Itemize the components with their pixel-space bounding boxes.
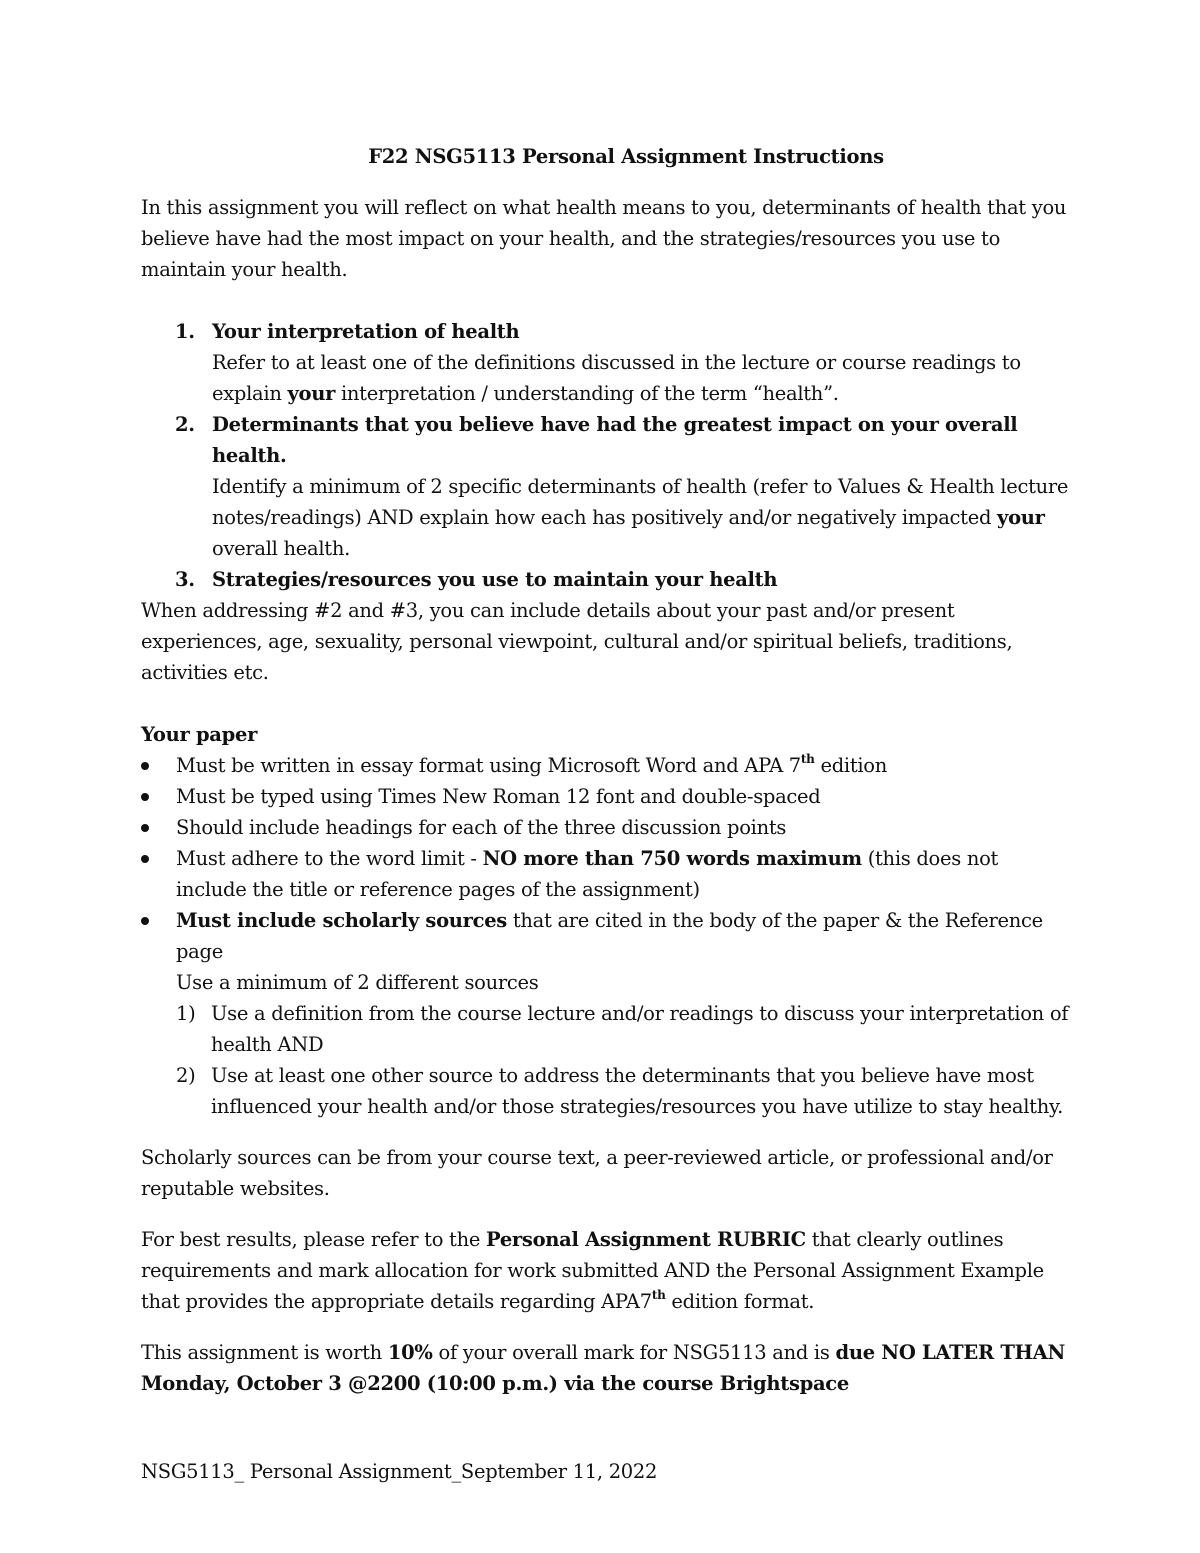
bullet-item (141, 750, 1071, 781)
item-number: 2. (175, 413, 195, 436)
bullet-text: Should include headings for each of the three discussion points (176, 816, 787, 839)
scholarly-paragraph: Scholarly sources can be from your course text, a peer-reviewed article, or professional and/or reputable websites. (141, 1146, 1053, 1200)
item-text-end: interpretation / understanding of the term “health”. (335, 382, 839, 405)
item-number: 1. (175, 320, 195, 343)
addressing-paragraph: When addressing #2 and #3, you can include details about your past and/or present experiences, age, sexuality, personal viewpoint, cultural and/or spiritual beliefs, traditions, activities etc. (141, 599, 1013, 684)
word-limit-emphasis: NO more than 750 words maximum (482, 847, 862, 870)
document-title: F22 NSG5113 Personal Assignment Instructions (368, 145, 884, 168)
best-results-text-mid: that clearly outlines requirements and mark allocation for work submitted AND the Personal Assignment Example that provides the appropriate details regarding APA7 (141, 1228, 1044, 1313)
sublist-item (176, 998, 1071, 1060)
intro-paragraph: In this assignment you will reflect on what health means to you, determinants of health that you believe have had the most impact on your health, and the strategies/resources you use to maintain your health. (141, 196, 1067, 281)
best-results-paragraph (141, 1224, 1071, 1317)
worth-text: This assignment is worth (141, 1341, 388, 1364)
bullet-icon (141, 824, 149, 832)
bullet-icon (141, 917, 149, 925)
sublist-text: Use a definition from the course lecture and/or readings to discuss your interpretation of health AND (211, 1002, 1069, 1056)
bullet-item (141, 812, 1071, 843)
bullet-icon (141, 855, 149, 863)
discussion-point-1 (141, 316, 1071, 409)
percent-emphasis: 10% (387, 1341, 433, 1364)
superscript: th (800, 751, 815, 766)
due-date-emphasis: due NO LATER THAN Monday, October 3 @2200 (10:00 p.m.) via the course Brightspace (141, 1341, 1066, 1395)
item-text-end: overall health. (212, 537, 350, 560)
best-results-text-end: edition format. (665, 1290, 815, 1313)
item-number: 3. (175, 568, 195, 591)
best-results-text: For best results, please refer to the (141, 1228, 486, 1251)
document-body (141, 141, 1071, 1399)
discussion-point-3 (141, 564, 1071, 595)
item-text: Refer to at least one of the definitions discussed in the lecture or course readings to explain (212, 351, 1021, 405)
bullet-item (141, 781, 1071, 812)
item-text: Identify a minimum of 2 specific determinants of health (refer to Values & Health lecture notes/readings) AND explain how each has positively and/or negatively impacted (212, 475, 1069, 529)
sublist-item (176, 1060, 1071, 1122)
item-heading: Your interpretation of health (212, 320, 520, 343)
superscript: th (651, 1287, 666, 1302)
sublist-number: 1) (176, 1002, 196, 1025)
sublist-number: 2) (176, 1064, 196, 1087)
item-emphasis: your (997, 506, 1045, 529)
scholarly-emphasis: Must include scholarly sources (176, 909, 507, 932)
sources-sublist (176, 998, 1071, 1122)
item-heading: Determinants that you believe have had the greatest impact on your overall health. (212, 413, 1018, 467)
your-paper-heading: Your paper (141, 723, 258, 746)
bullet-text-end: (this does not include the title or reference pages of the assignment) (176, 847, 999, 901)
bullet-text-end: edition (814, 754, 887, 777)
worth-text-mid: of your overall mark for NSG5113 and is (432, 1341, 836, 1364)
item-heading: Strategies/resources you use to maintain your health (212, 568, 778, 591)
bullet-text-line2: Use a minimum of 2 different sources (176, 971, 539, 994)
worth-paragraph (141, 1337, 1071, 1399)
bullet-text: that are cited in the body of the paper & the Reference page (176, 909, 1043, 963)
discussion-points-list (141, 316, 1071, 595)
bullet-icon (141, 762, 149, 770)
page-footer: NSG5113_ Personal Assignment_September 11, 2022 (141, 1460, 658, 1483)
paper-requirements-list (141, 750, 1071, 1122)
bullet-text: Must be typed using Times New Roman 12 font and double-spaced (176, 785, 821, 808)
bullet-text: Must adhere to the word limit - (176, 847, 483, 870)
sublist-text: Use at least one other source to address the determinants that you believe have most influenced your health and/or those strategies/resources you have utilize to stay healthy. (211, 1064, 1063, 1118)
bullet-item (141, 843, 1071, 905)
rubric-emphasis: Personal Assignment RUBRIC (485, 1228, 806, 1251)
bullet-icon (141, 793, 149, 801)
item-emphasis: your (287, 382, 336, 405)
bullet-text: Must be written in essay format using Microsoft Word and APA 7 (176, 754, 801, 777)
discussion-point-2 (141, 409, 1071, 564)
bullet-item (141, 905, 1071, 1122)
